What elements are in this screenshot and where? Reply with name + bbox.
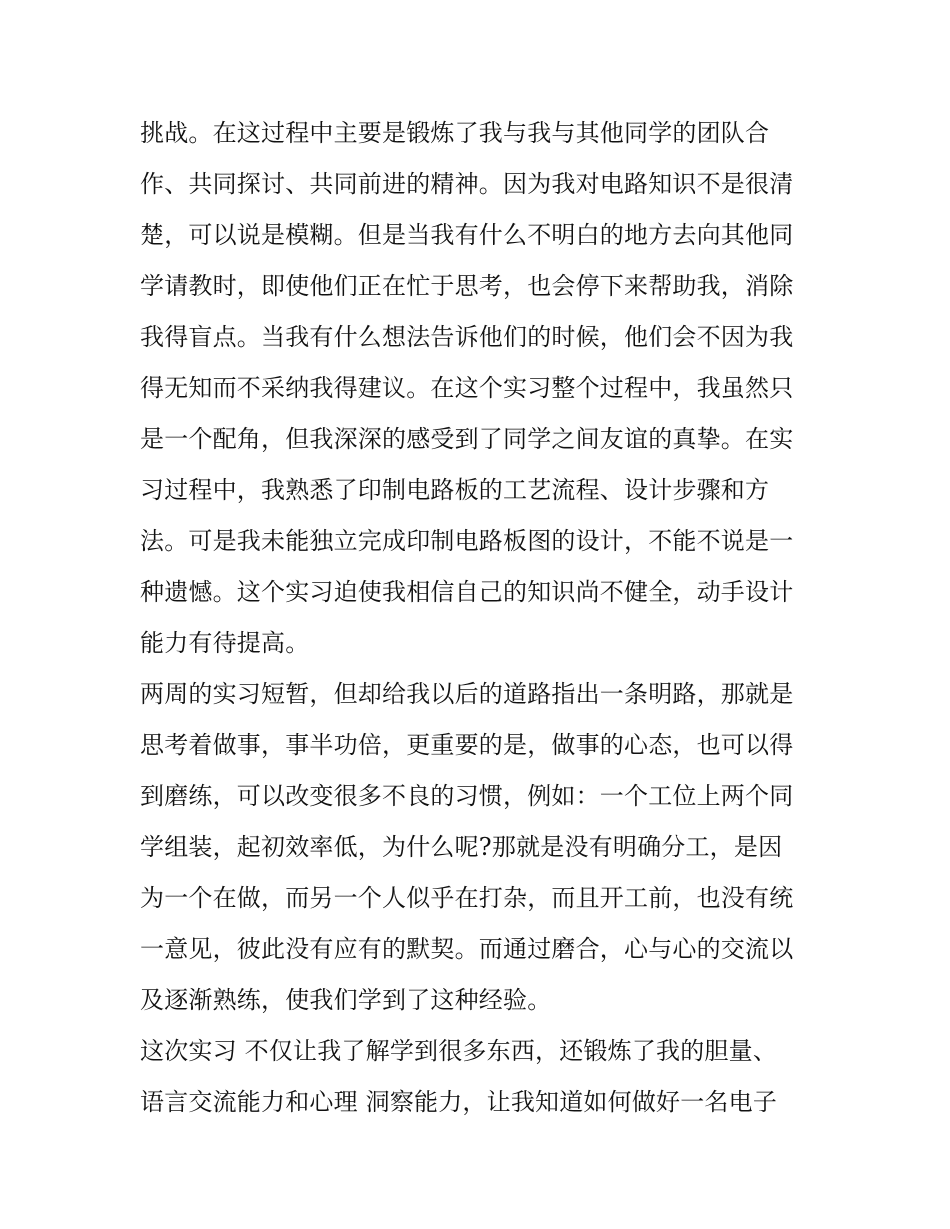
text-line: 一意见，彼此没有应有的默契。而通过磨合，心与心的交流以 — [140, 935, 794, 963]
text-line: 到磨练，可以改变很多不良的习惯，例如：一个工位上两个同 — [140, 782, 794, 810]
text-line: 学组装，起初效率低，为什么呢?那就是没有明确分工，是因 — [140, 833, 783, 861]
text-line: 两周的实习短暂，但却给我以后的道路指出一条明路，那就是 — [140, 680, 794, 708]
text-line: 为一个在做，而另一个人似乎在打杂，而且开工前，也没有统 — [140, 884, 794, 912]
text-line: 挑战。在这过程中主要是锻炼了我与我与其他同学的团队合 — [140, 119, 770, 147]
text-line: 楚，可以说是模糊。但是当我有什么不明白的地方去向其他同 — [140, 221, 794, 249]
text-line: 法。可是我未能独立完成印制电路板图的设计，不能不说是一 — [140, 527, 794, 555]
text-line: 能力有待提高。 — [140, 629, 310, 657]
text-line: 作、共同探讨、共同前进的精神。因为我对电路知识不是很清 — [140, 170, 794, 198]
text-line: 学请教时，即使他们正在忙于思考，也会停下来帮助我，消除 — [140, 272, 794, 300]
text-line: 习过程中，我熟悉了印制电路板的工艺流程、设计步骤和方 — [140, 476, 770, 504]
body-text — [140, 108, 820, 1128]
text-line: 及逐渐熟练，使我们学到了这种经验。 — [140, 986, 552, 1014]
text-line: 这次实习 不仅让我了解学到很多东西，还锻炼了我的胆量、 — [140, 1037, 778, 1065]
text-line: 得无知而不采纳我得建议。在这个实习整个过程中，我虽然只 — [140, 374, 794, 402]
text-line: 是一个配角，但我深深的感受到了同学之间友谊的真挚。在实 — [140, 425, 794, 453]
text-line: 语言交流能力和心理 洞察能力，让我知道如何做好一名电子 — [140, 1088, 778, 1116]
text-line: 种遗憾。这个实习迫使我相信自己的知识尚不健全，动手设计 — [140, 578, 794, 606]
text-line: 我得盲点。当我有什么想法告诉他们的时候，他们会不因为我 — [140, 323, 794, 351]
text-line: 思考着做事，事半功倍，更重要的是，做事的心态，也可以得 — [140, 731, 794, 759]
